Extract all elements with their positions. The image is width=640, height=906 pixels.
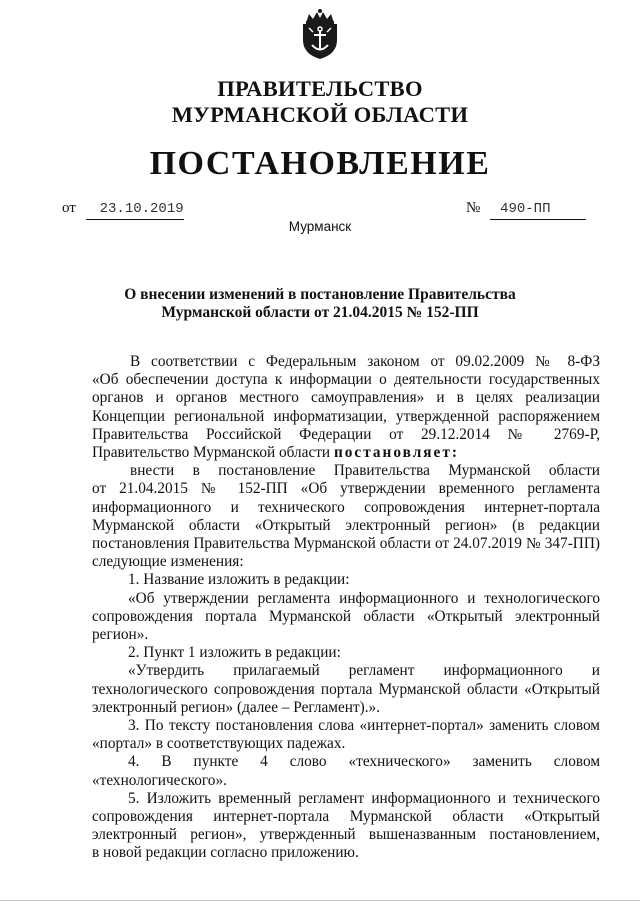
body-line: сопровождения портала Мурманской области «Открытый электронный xyxy=(92,607,600,625)
body-line: постановления Правительства Мурманской области от 24.07.2019 № 347-ПП) xyxy=(92,535,600,553)
number-prefix: № xyxy=(466,200,481,216)
body-line: внести в постановление Правительства Мурманской области xyxy=(130,462,600,480)
body-line xyxy=(92,444,600,462)
body-line: информационного и технического сопровождения интернет-портала xyxy=(92,498,600,516)
page-edge xyxy=(0,900,640,906)
body-line: от 21.04.2015 № 152-ПП «Об утверждении временного регламента xyxy=(92,480,600,498)
body-line: В соответствии с Федеральным законом от 09.02.2009 № 8-ФЗ xyxy=(130,353,600,370)
body-line: технологического сопровождения портала Мурманской области «Открытый xyxy=(92,680,600,698)
coat-of-arms-emblem xyxy=(297,8,343,60)
item-4: 4. В пункте 4 слово «технического» заменить словом xyxy=(128,753,600,771)
item-5: 5. Изложить временный регламент информационного и технического xyxy=(128,789,600,807)
government-title xyxy=(0,76,640,128)
document-number: 490-ПП xyxy=(490,199,586,220)
body-line: сопровождения интернет-портала Мурманской области «Открытый xyxy=(92,808,600,826)
subject-line1: О внесении изменений в постановление Правительства xyxy=(124,286,516,303)
body-line: следующие изменения: xyxy=(92,553,244,571)
government-title-line1: ПРАВИТЕЛЬСТВО xyxy=(217,76,423,101)
document-body xyxy=(92,353,600,863)
government-title-line2: МУРМАНСКОЙ ОБЛАСТИ xyxy=(171,102,469,127)
body-line: органов и органов местного самоуправления» и в целях реализации xyxy=(92,389,600,407)
document-date: 23.10.2019 xyxy=(86,199,184,220)
body-line: электронный регион» (далее – Регламент).». xyxy=(92,698,381,716)
subject-line2: Мурманской области от 21.04.2015 № 152-ПП xyxy=(161,304,479,321)
body-line: «технологического». xyxy=(92,771,227,789)
body-line: «Утвердить прилагаемый регламент информационного и xyxy=(128,662,600,680)
body-line: «Об утверждении регламента информационного и технологического xyxy=(128,589,600,607)
body-line: «портал» в соответствующих падежах. xyxy=(92,735,346,753)
body-line: регион». xyxy=(92,626,149,644)
body-line: Правительства Российской Федерации от 29.12.2014 № 2769-Р, xyxy=(92,425,600,443)
body-line-text: Правительство Мурманской области xyxy=(92,444,331,462)
body-line: электронный регион», утвержденный вышеназванным постановлением, xyxy=(92,826,600,844)
document-subject xyxy=(0,286,640,322)
body-line: «Об обеспечении доступа к информации о деятельности государственных xyxy=(92,371,600,389)
item-3: 3. По тексту постановления слова «интернет-портал» заменить словом xyxy=(128,717,600,735)
item-1: 1. Название изложить в редакции: xyxy=(128,571,350,589)
body-line: Мурманской области «Открытый электронный регион» (в редакции xyxy=(92,516,600,534)
document-type-heading: ПОСТАНОВЛЕНИЕ xyxy=(149,145,491,182)
date-prefix: от xyxy=(62,200,76,216)
item-2: 2. Пункт 1 изложить в редакции: xyxy=(128,644,341,662)
body-line: Концепции региональной информатизации, утвержденной распоряжением xyxy=(92,407,600,425)
date-row xyxy=(62,198,184,220)
body-line: в новой редакции согласно приложению. xyxy=(92,844,359,862)
number-row xyxy=(466,198,586,220)
decree-verb: постановляет: xyxy=(333,444,459,462)
city-name: Мурманск xyxy=(288,219,352,234)
